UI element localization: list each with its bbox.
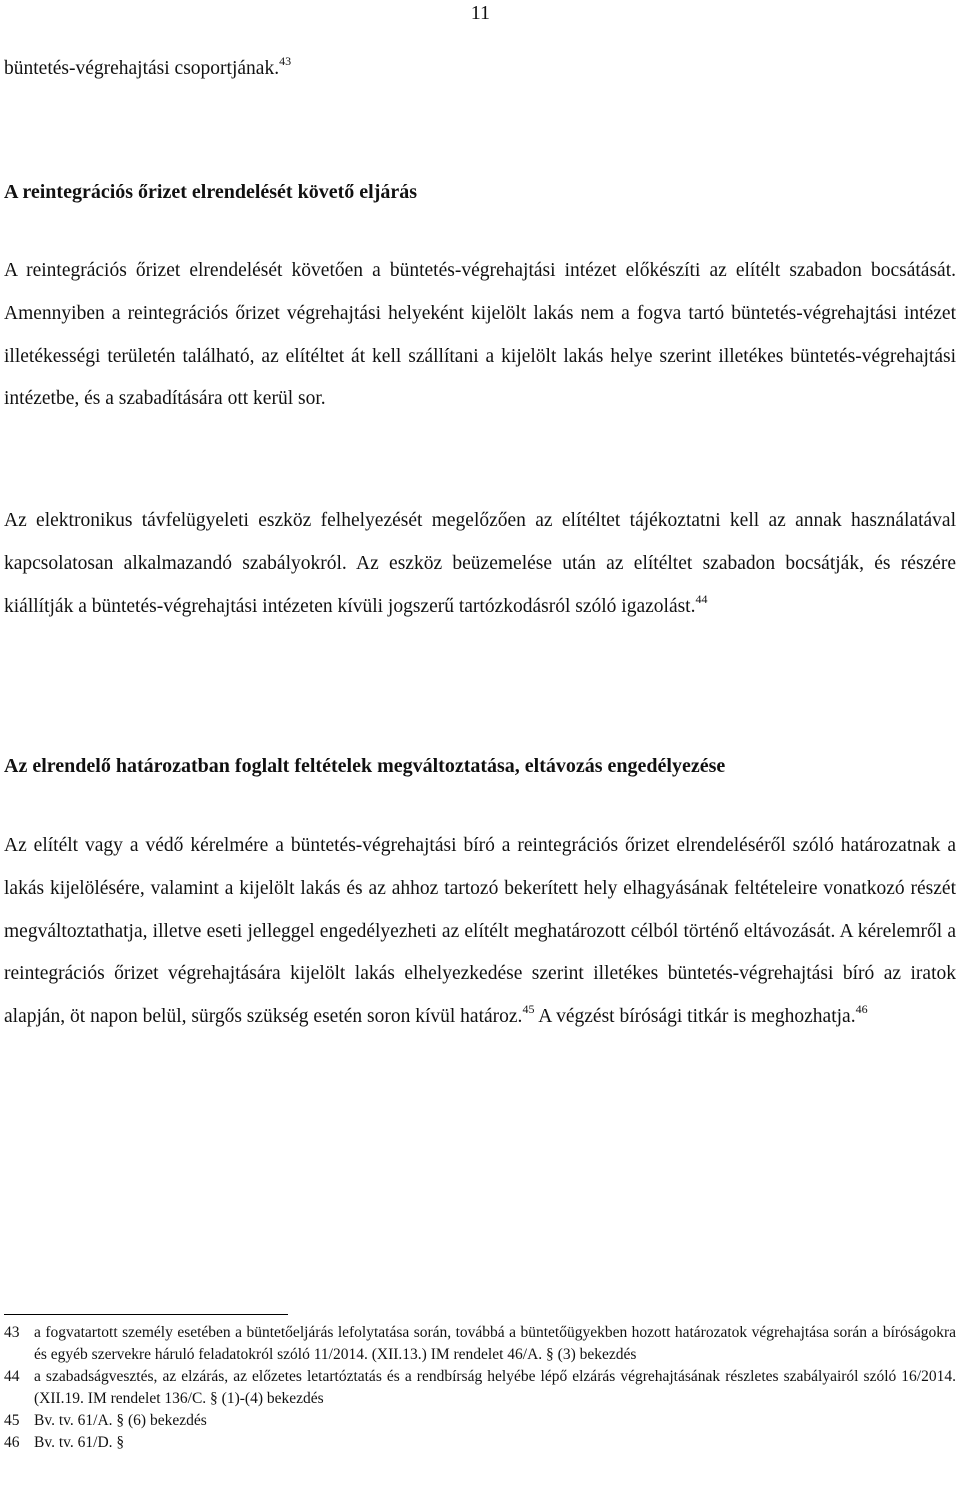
footnote-text: a szabadságvesztés, az elzárás, az előzetes letartóztatás és a rendbírság helyébe lépő elzárás végrehajtásának részletes szabályairól szóló 16/2014. (XII.19. IM rendelet 136/C. § (1)-(4) bekezdés — [34, 1368, 956, 1407]
section1-paragraph-2 — [4, 500, 956, 628]
footnote-text: Bv. tv. 61/A. § (6) bekezdés — [34, 1412, 207, 1429]
footnote-number: 43 — [4, 1324, 20, 1341]
footnote-ref-43[interactable]: 43 — [279, 54, 292, 68]
section2-paragraph-1 — [4, 825, 956, 1039]
footnote-43 — [4, 1322, 956, 1366]
page-number: 11 — [470, 2, 490, 24]
paragraph-text: A reintegrációs őrizet elrendelését követően a büntetés-végrehajtási intézet előkészíti az elítélt szabadon bocsátását. Amennyiben a reintegrációs őrizet végrehajtási helyeként kijelölt lakás nem a fogva tartó büntetés-végrehajtási intézet illetékességi területén található, az elítéltet át kell szállítani a kijelölt lakás helye szerint illetékes büntetés-végrehajtási intézetbe, és a szabadítására ott kerül sor. — [4, 260, 956, 410]
footnote-46 — [4, 1432, 956, 1454]
section-heading-2 — [4, 752, 956, 780]
footnote-number: 44 — [4, 1368, 20, 1385]
footnote-ref-46[interactable]: 46 — [855, 1002, 868, 1017]
footnote-45 — [4, 1410, 956, 1432]
footnote-text: Bv. tv. 61/D. § — [34, 1434, 125, 1451]
footnote-separator — [4, 1314, 288, 1315]
section-heading-1 — [4, 178, 956, 206]
footnote-number: 46 — [4, 1434, 20, 1451]
section-title: Az elrendelő határozatban foglalt feltételek megváltoztatása, eltávozás engedélyezése — [4, 755, 726, 777]
paragraph-text: Az elítélt vagy a védő kérelmére a büntetés-végrehajtási bíró a reintegrációs őrizet elrendeléséről szóló határozatnak a lakás kijelölésére, valamint a kijelölt lakás és az ahhoz tartozó bekerített hely elhagyásának feltételeire vonatkozó részét megváltoztathatja, illetve eseti jelleggel engedélyezheti az elítélt meghatározott célból történő eltávozását. A kérelemről a reintegrációs őrizet végrehajtására kijelölt lakás elhelyezkedése szerint illetékes büntetés-végrehajtási bíró az iratok alapján, öt napon belül, sürgős szükség esetén soron kívül határoz. — [4, 835, 956, 1028]
intro-line — [4, 48, 956, 91]
footnote-ref-45[interactable]: 45 — [522, 1002, 535, 1017]
footnote-ref-44[interactable]: 44 — [695, 591, 708, 606]
footnote-44 — [4, 1366, 956, 1410]
footnote-number: 45 — [4, 1412, 20, 1429]
paragraph-text: Az elektronikus távfelügyeleti eszköz felhelyezését megelőzően az elítéltet tájékoztatni kell az annak használatával kapcsolatosan alkalmazandó szabályokról. Az eszköz beüzemelése után az elítéltet szabadon bocsátják, és részére kiállítják a büntetés-végrehajtási intézeten kívüli jogszerű tartózkodásról szóló igazolást. — [4, 510, 956, 617]
intro-text: büntetés-végrehajtási csoportjának. — [4, 58, 280, 79]
section-title: A reintegrációs őrizet elrendelését követő eljárás — [4, 181, 418, 203]
section1-paragraph-1 — [4, 250, 956, 421]
footnote-text: a fogvatartott személy esetében a büntetőeljárás lefolytatása során, továbbá a büntetőügyekben hozott határozatok végrehajtása során a bíróságokra és egyéb szervekre háruló feladatokról szóló 11/2014. (XII.13.) IM rendelet 46/A. § (3) bekezdés — [34, 1324, 956, 1363]
paragraph-tail: A végzést bírósági titkár is meghozhatja. — [534, 1006, 856, 1028]
footnotes — [4, 1322, 956, 1454]
